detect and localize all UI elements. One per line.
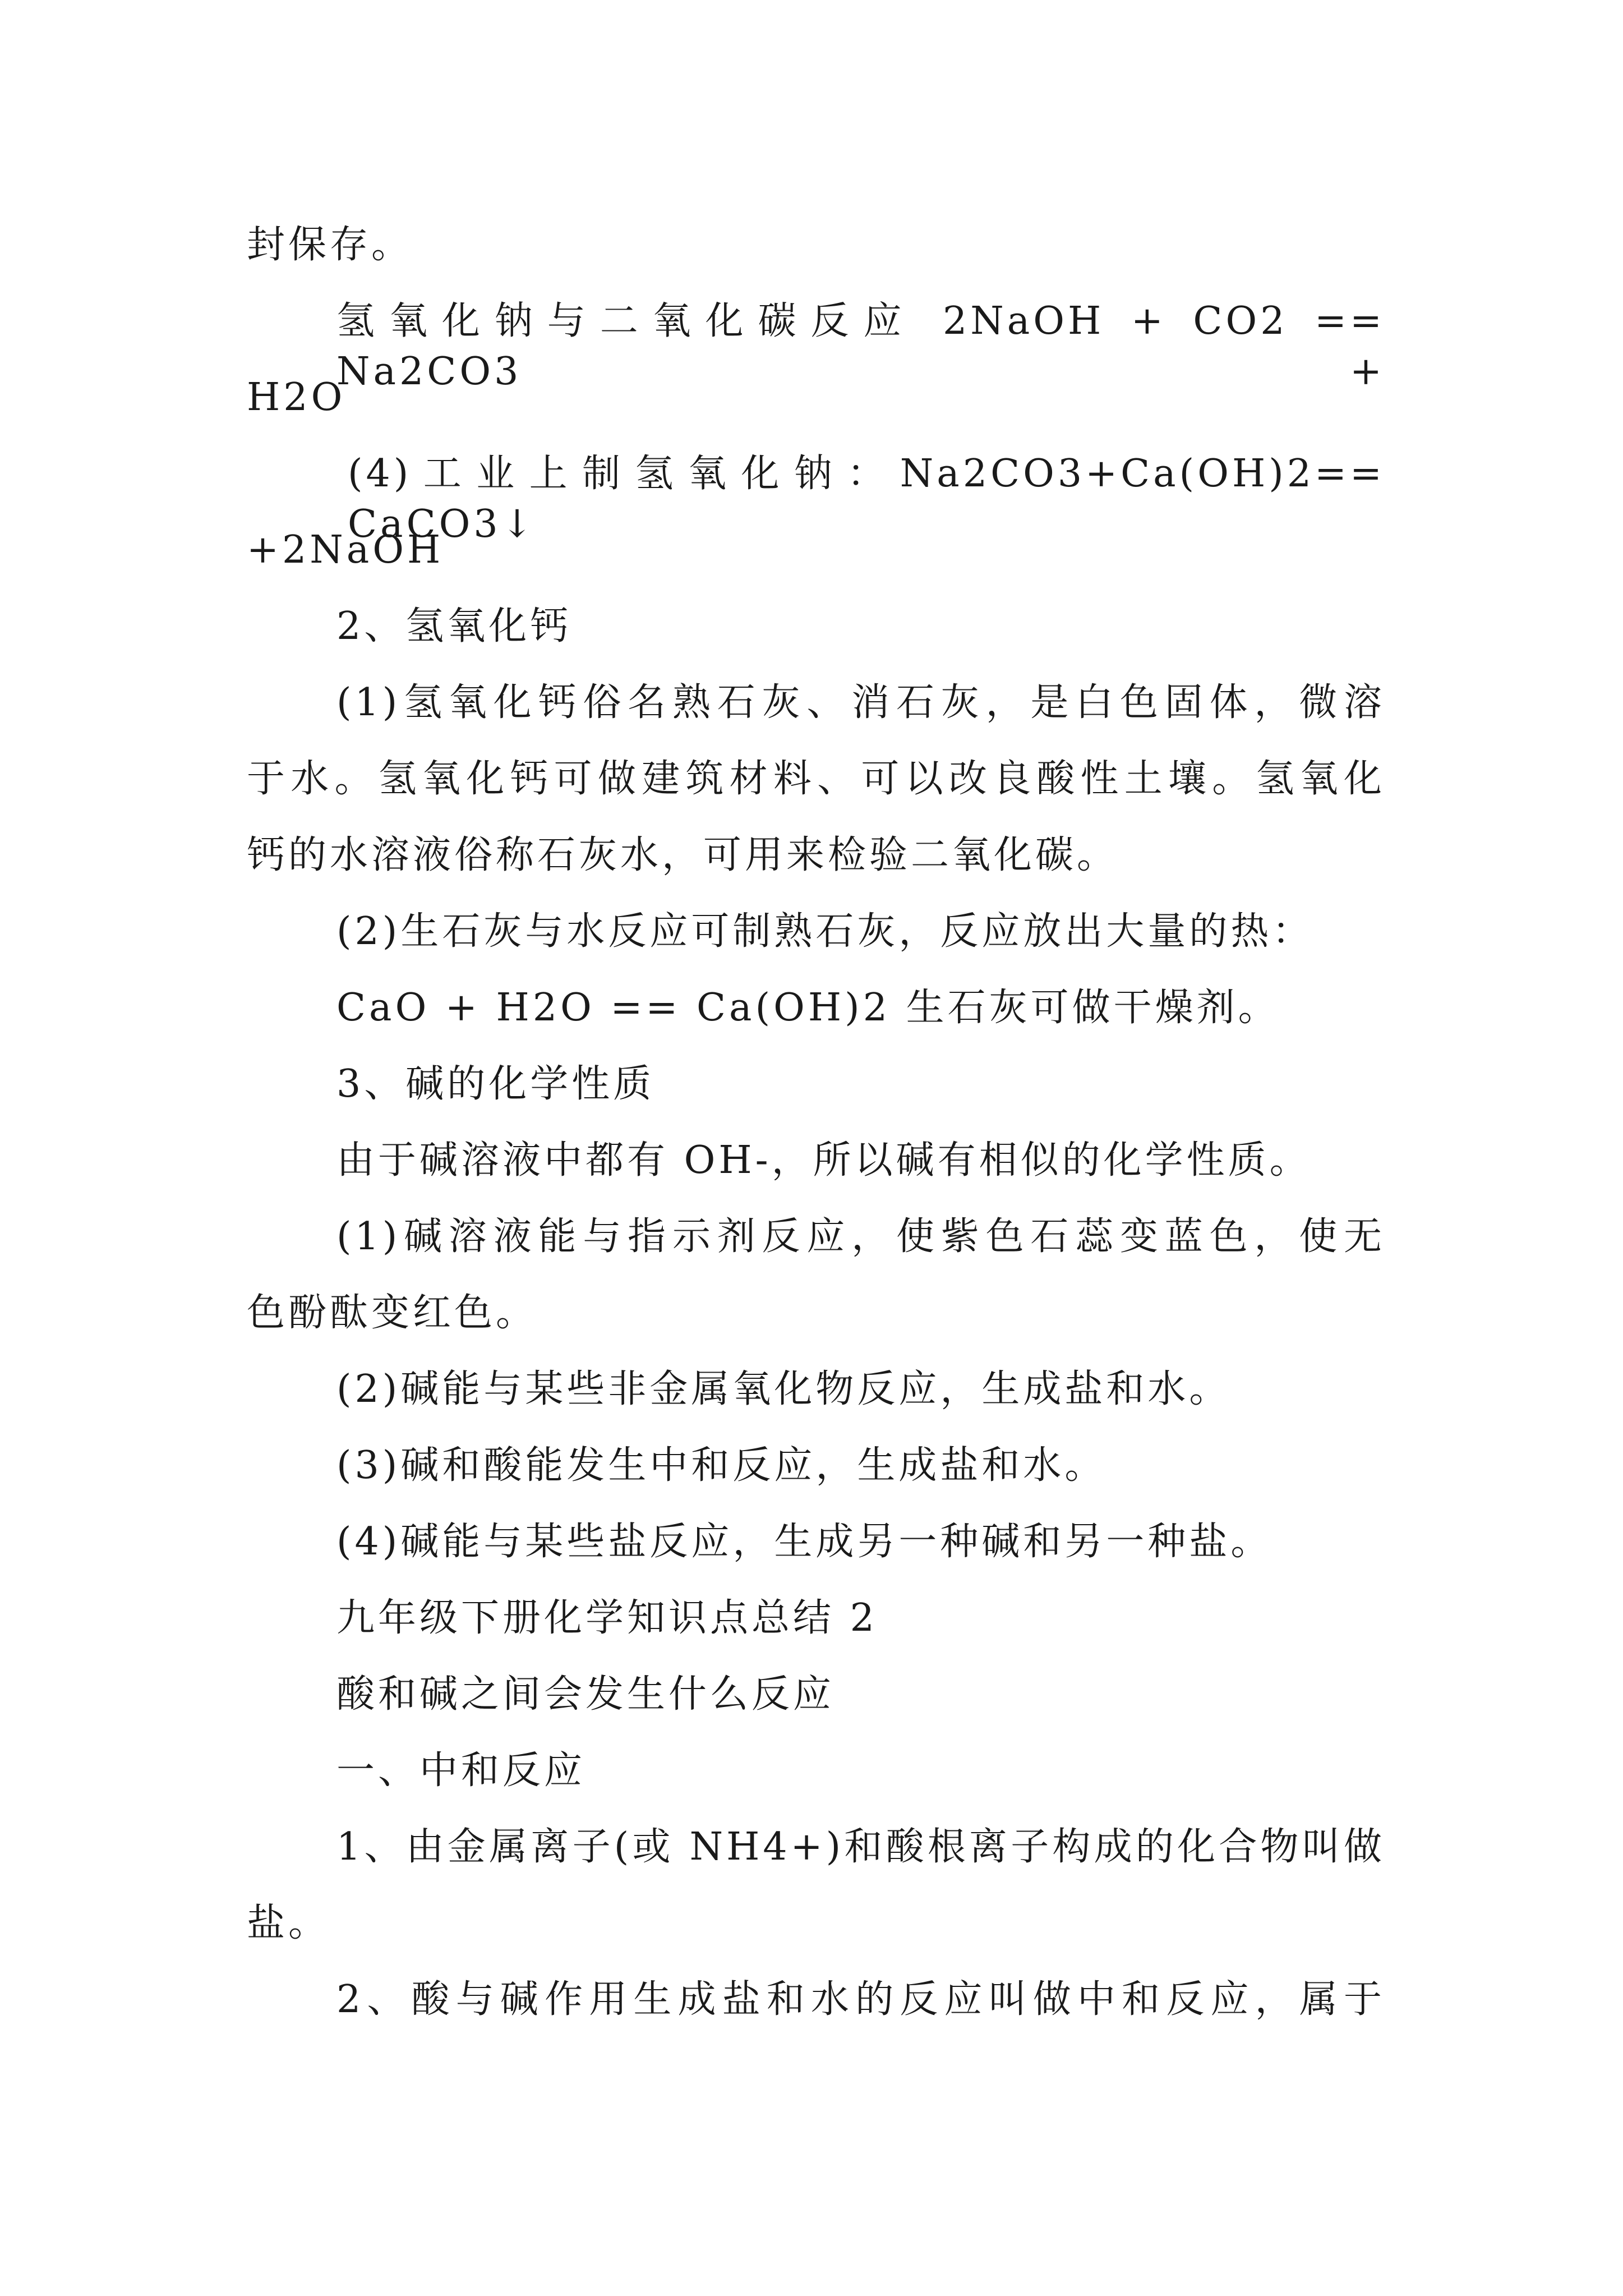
text-line: 封保存。	[247, 223, 413, 267]
text-line: 由于碱溶液中都有 OH-，所以碱有相似的化学性质。	[336, 1138, 1311, 1182]
text-line: 一、中和反应	[336, 1749, 586, 1793]
text-line: CaO + H2O == Ca(OH)2 生石灰可做干燥剂。	[336, 986, 1280, 1030]
text-line: 2、氢氧化钙	[336, 604, 572, 648]
text-line: 钙的水溶液俗称石灰水，可用来检验二氧化碳。	[247, 833, 1119, 877]
text-line: 1、由金属离子(或 NH4+)和酸根离子构成的化合物叫做	[336, 1825, 1385, 1869]
text-line: 2、酸与碱作用生成盐和水的反应叫做中和反应，属于	[336, 1977, 1385, 2022]
text-line: H2O	[247, 375, 346, 420]
text-line: 色酚酞变红色。	[247, 1291, 538, 1335]
text-line: 3、碱的化学性质	[336, 1062, 655, 1106]
text-line: (1)碱溶液能与指示剂反应，使紫色石蕊变蓝色，使无	[336, 1214, 1385, 1259]
text-line: (1)氢氧化钙俗名熟石灰、消石灰，是白色固体，微溶	[336, 680, 1385, 725]
text-line: 于水。氢氧化钙可做建筑材料、可以改良酸性土壤。氢氧化	[247, 757, 1385, 801]
text-line: 酸和碱之间会发生什么反应	[336, 1672, 835, 1717]
section-heading: 九年级下册化学知识点总结 2	[336, 1596, 878, 1640]
text-line: (4)工业上制氢氧化钠：Na2CO3+Ca(OH)2== CaCO3↓	[348, 452, 1385, 546]
text-line: (2)生石灰与水反应可制熟石灰，反应放出大量的热：	[336, 909, 1314, 954]
text-line: (3)碱和酸能发生中和反应，生成盐和水。	[336, 1443, 1106, 1488]
text-line: 盐。	[247, 1901, 330, 1945]
text-line: +2NaOH	[247, 528, 444, 572]
text-line: 氢氧化钠与二氧化碳反应 2NaOH + CO2 == Na2CO3 +	[336, 299, 1385, 394]
text-line: (4)碱能与某些盐反应，生成另一种碱和另一种盐。	[336, 1520, 1272, 1564]
text-line: (2)碱能与某些非金属氧化物反应，生成盐和水。	[336, 1367, 1231, 1411]
